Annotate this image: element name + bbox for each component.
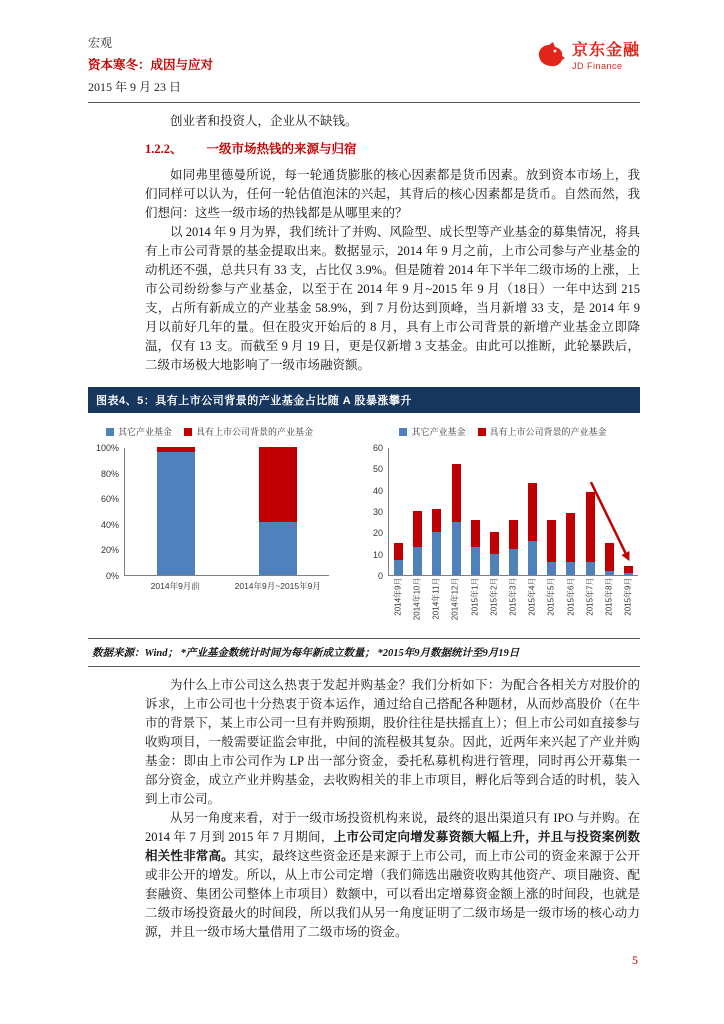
x-axis [124, 576, 329, 592]
report-category: 宏观 [88, 36, 113, 50]
chart-legend [368, 425, 638, 438]
x-tick-label: 2014年9月前 [150, 581, 200, 591]
intro-paragraph: 创业者和投资人，企业从不缺钱。 [170, 114, 358, 128]
stacked-bar [605, 543, 614, 575]
section-number: 1.2.2、 [145, 142, 183, 156]
stacked-bar [624, 566, 633, 575]
y-tick-label: 60% [100, 494, 119, 505]
jd-joy-dog-icon [536, 42, 566, 68]
figure-title: 图表4、5：具有上市公司背景的产业基金占比随 A 股暴涨攀升 [88, 387, 640, 413]
x-tick-label: 2014年12月 [450, 577, 460, 621]
x-tick-label: 2014年10月 [412, 577, 422, 621]
bar-segment [586, 562, 595, 575]
bar-segment [547, 520, 556, 563]
bar-slot [581, 448, 600, 575]
stacked-bar [394, 543, 403, 575]
y-axis [368, 443, 388, 581]
stacked-bar [452, 464, 461, 575]
bar-segment [394, 543, 403, 560]
stacked-bar [157, 447, 195, 575]
section-heading [145, 140, 640, 159]
para4-post: 其实，最终这些资金还是来源于上市公司，而上市公司的资金来源于公开或非公开的增发。所以，从上市公司定增（我们筛选出融资收购其他资产、项目融资、配套融资、集团公司整体上市项目）数额中，可以看出定增募资金额上涨的时间段，也就是二级市场投资最火的时间段，所以我们从另一角度证明了二级市场是一级市场的核心动力源，并且一级市场大量借用了二级市场的资金。 [145, 849, 640, 939]
stacked-bar [528, 483, 537, 575]
x-tick-label: 2015年3月 [508, 577, 518, 616]
body-text-lower [145, 676, 640, 942]
bar-segment [452, 464, 461, 522]
bar-segment [509, 549, 518, 575]
y-tick-label: 40% [100, 519, 119, 530]
bar-segment [157, 452, 195, 575]
y-tick-label: 80% [100, 468, 119, 479]
header-left [88, 34, 213, 95]
bar-slot [561, 448, 580, 575]
report-header [88, 34, 640, 95]
legend-label: 其它产业基金 [411, 427, 466, 437]
report-title: 资本寒冬：成因与应对 [88, 58, 214, 72]
stacked-bar [471, 520, 480, 575]
x-axis [388, 576, 638, 636]
y-tick-label: 50 [372, 464, 383, 475]
y-tick-label: 60 [372, 443, 383, 453]
bar-segment [490, 532, 499, 553]
bar-segment [566, 562, 575, 575]
bar-segment [547, 562, 556, 575]
bar-slot [466, 448, 485, 575]
stacked-bar [566, 513, 575, 575]
x-tick-label: 2015年2月 [489, 577, 499, 616]
bar-segment [413, 511, 422, 547]
bar-segment [586, 492, 595, 562]
paragraph-1: 如同弗里德曼所说，每一轮通货膨胀的核心因素都是货币因素。放到资本市场上，我们同样可以认为，任何一轮估值泡沫的兴起，其背后的核心因素都是货币。自然而然，我们想问：这些一级市场的热钱都是从哪里来的？ [145, 168, 640, 220]
para4-key-statement: 上市公司定向增发募资额大幅上升，并且与投资案例数相关性非常高。 [145, 830, 640, 863]
paragraph-4 [145, 809, 640, 942]
bar-slot [125, 448, 227, 575]
chart-legend [90, 425, 329, 438]
legend-swatch-icon [478, 428, 486, 436]
bar-segment [528, 483, 537, 541]
legend-item [399, 425, 465, 438]
logo-text [572, 42, 640, 71]
x-tick-label: 2014年11月 [431, 577, 441, 620]
bar-slot [389, 448, 408, 575]
bar-slot [485, 448, 504, 575]
report-date: 2015 年 9 月 23 日 [88, 80, 182, 94]
plot-area [388, 448, 638, 576]
bar-segment [490, 554, 499, 575]
y-tick-label: 30 [372, 507, 383, 517]
bar-segment [259, 447, 297, 522]
y-tick-label: 40 [372, 485, 383, 496]
bar-segment [624, 573, 633, 575]
stacked-bar [490, 532, 499, 575]
paragraph-2: 以 2014 年 9 月为界，我们统计了并购、风险型、成长型等产业基金的募集情况，将具有上市公司背景的基金提取出来。数据显示，2014 年 9 月之前，上市公司参与产业基金的动机还不强，总共只有 33 支，占比仅 3.9%。但是随着 2014 年下半年二级市场的上涨，上市公司纷纷参与产业基金，以至于在 2014 年 9 月~2015 年 9 月（18日）一年中达到 215 支，占所有新成立的产业基金 58.9%，到 7 月份达到顶峰，当月新增 33 支，是 2014 年 9 月以前好几年的量。但在股灾开始后的 8 月，具有上市公司背景的新增产业基金立即降温，仅有 13 支。而截至 9 月 19 日，更是仅新增 3 支基金。由此可以推断，此轮暴跌后，二级市场极大地影响了一级市场融资额。 [145, 225, 640, 372]
bar-segment [394, 560, 403, 575]
page-number: 5 [632, 953, 638, 967]
bar-segment [471, 520, 480, 548]
x-tick-label: 2015年5月 [546, 577, 556, 616]
bar-segment [528, 541, 537, 575]
bar-slot [619, 448, 638, 575]
bar-segment [452, 522, 461, 575]
legend-label: 具有上市公司背景的产业基金 [489, 427, 607, 437]
bar-segment [471, 547, 480, 575]
y-tick-label: 0 [377, 571, 383, 581]
y-tick-label: 20 [372, 528, 383, 539]
chart-listed-company-ratio [90, 425, 329, 636]
bar-segment [509, 520, 518, 550]
x-tick-label: 2015年7月 [585, 577, 595, 616]
bar-segment [432, 532, 441, 575]
x-tick-label: 2015年9月 [623, 577, 633, 616]
legend-swatch-icon [184, 428, 192, 436]
y-axis [90, 443, 124, 581]
x-tick-label: 2014年9月~2015年9月 [234, 581, 321, 591]
header-divider [88, 102, 640, 103]
y-tick-label: 100% [95, 443, 119, 453]
legend-label: 其它产业基金 [117, 427, 172, 437]
stacked-bar [432, 509, 441, 575]
bar-segment [605, 543, 614, 571]
stacked-bar [413, 511, 422, 575]
bar-segment [566, 513, 575, 562]
para4-pre: 从另一角度来看，对于一级市场投资机构来说，最终的退出渠道只有 IPO 与并购。在 2014 年 7 月到 2015 年 7 月期间， [145, 811, 640, 844]
plot-row [368, 443, 638, 581]
bar-slot [504, 448, 523, 575]
bar-slot [408, 448, 427, 575]
y-tick-label: 20% [100, 545, 119, 556]
stacked-bar [586, 492, 595, 575]
legend-swatch-icon [106, 428, 114, 436]
body-text-upper [145, 112, 640, 375]
legend-item [478, 425, 607, 438]
x-tick-label: 2014年9月 [393, 577, 403, 616]
section-title: 一级市场热钱的来源与归宿 [206, 142, 357, 156]
bar-slot [427, 448, 446, 575]
bar-segment [432, 509, 441, 532]
bar-segment [605, 571, 614, 575]
figure-source-note: 数据来源：Wind； *产业基金数统计时间为每年新成立数量； *2015年9月数据统计至9月19日 [88, 638, 640, 667]
jd-finance-logo [536, 42, 640, 71]
y-tick-label: 10 [372, 549, 383, 560]
y-tick-label: 0% [105, 571, 119, 581]
legend-label: 具有上市公司背景的产业基金 [196, 427, 314, 437]
x-tick-label: 2015年6月 [566, 577, 576, 616]
bar-segment [259, 522, 297, 575]
bar-slot [600, 448, 619, 575]
bar-slot [227, 448, 329, 575]
legend-item [184, 425, 313, 438]
plot-row [90, 443, 329, 581]
figure-block [88, 387, 640, 667]
legend-swatch-icon [399, 428, 407, 436]
chart-monthly-fund-count [368, 425, 638, 636]
bar-segment [413, 547, 422, 575]
logo-brand: 京东金融 [571, 42, 640, 59]
plot-area [124, 448, 329, 576]
x-tick-label: 2015年4月 [527, 577, 537, 616]
bar-slot [542, 448, 561, 575]
bar-slot [446, 448, 465, 575]
logo-subtitle: JD Finance [571, 61, 623, 71]
stacked-bar [547, 520, 556, 575]
x-tick-label: 2015年1月 [470, 577, 480, 616]
stacked-bar [509, 520, 518, 575]
charts-row [88, 413, 640, 638]
bar-slot [523, 448, 542, 575]
legend-item [106, 425, 172, 438]
stacked-bar [259, 447, 297, 575]
x-tick-label: 2015年8月 [604, 577, 614, 616]
paragraph-3: 为什么上市公司这么热衷于发起并购基金？我们分析如下：为配合各相关方对股价的诉求，上市公司也十分热衷于资本运作，通过给自己搭配各种题材，从而炒高股价（在牛市的背景下，某上市公司一旦有并购预期，股价往往是扶摇直上）；但上市公司如直接参与收购项目，一般需要证监会审批，中间的流程极其复杂。因此，近两年来兴起了产业并购基金：即由上市公司作为 LP 出一部分资金，委托私募机构进行管理，同时再公开募集一部分资金，成立产业并购基金，去收购相关的非上市项目，孵化后等到合适的时机，装入到上市公司。 [145, 678, 640, 806]
